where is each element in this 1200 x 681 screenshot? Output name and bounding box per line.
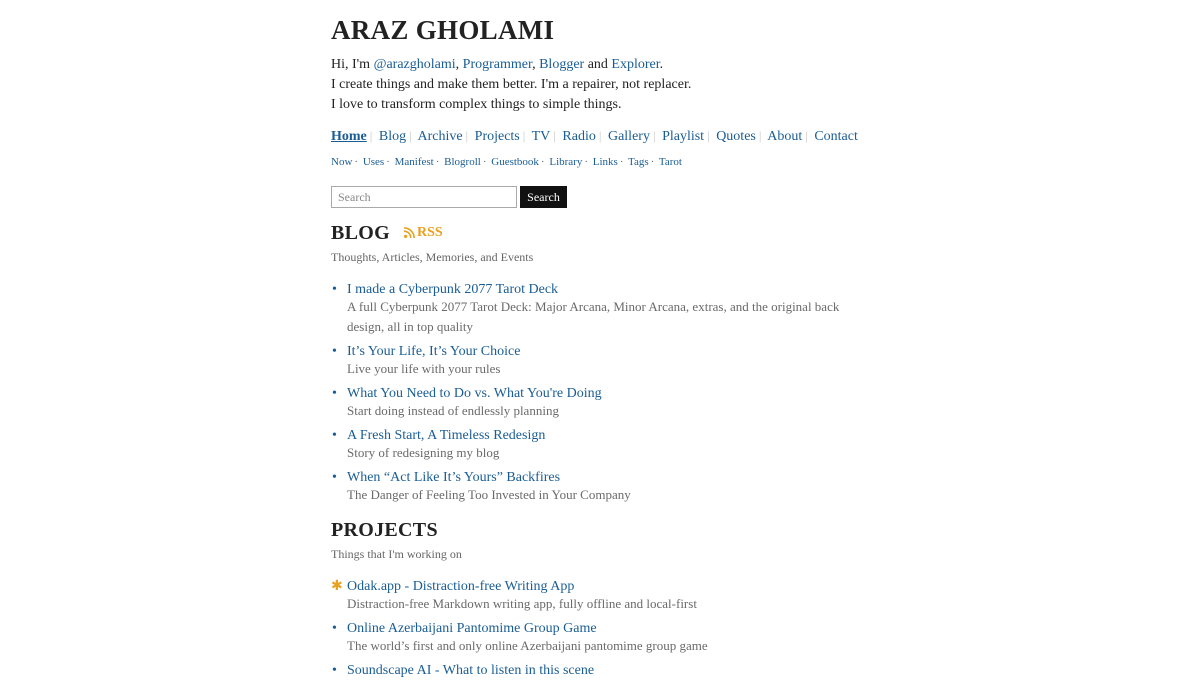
post-description: A full Cyberpunk 2077 Tarot Deck: Major Arcana, Minor Arcana, extras, and the original back design, all in top quality [347, 299, 840, 334]
bullet-icon: • [332, 470, 337, 485]
nav-separator: | [652, 128, 656, 143]
nav-contact[interactable]: Contact [814, 129, 858, 144]
nav-archive[interactable]: Archive [417, 129, 463, 144]
rss-icon [404, 227, 415, 238]
subnav-blogroll[interactable]: Blogroll [444, 156, 481, 168]
search-input[interactable] [331, 186, 517, 208]
subnav-dot: · [435, 156, 440, 168]
project-title-link[interactable]: Odak.app - Distraction-free Writing App [347, 579, 575, 594]
nav-separator: | [598, 128, 602, 143]
subnav-dot: · [540, 156, 545, 168]
intro-line-3: I love to transform complex things to simple things. [331, 97, 622, 112]
bullet-icon: • [332, 621, 337, 636]
bullet-icon: • [332, 428, 337, 443]
intro-comma: , [532, 57, 540, 72]
main-nav [331, 128, 858, 145]
subnav-guestbook[interactable]: Guestbook [491, 156, 539, 168]
nav-playlist[interactable]: Playlist [662, 129, 705, 144]
nav-separator: | [369, 128, 373, 143]
search-button[interactable]: Search [520, 186, 567, 208]
projects-subtitle: Things that I'm working on [331, 547, 462, 561]
project-description: Distraction-free Markdown writing app, fully offline and local-first [347, 596, 697, 611]
subnav-dot: · [354, 156, 359, 168]
nav-blog[interactable]: Blog [378, 129, 407, 144]
blog-heading-row [331, 222, 443, 245]
nav-separator: | [553, 128, 556, 143]
bullet-icon: • [332, 344, 337, 359]
projects-heading-row [331, 519, 438, 542]
projects-heading: PROJECTS [331, 519, 438, 541]
subnav-dot: · [482, 156, 487, 168]
post-title-link[interactable]: When “Act Like It’s Yours” Backfires [347, 470, 561, 485]
nav-separator: | [805, 128, 808, 143]
nav-separator: | [465, 128, 469, 143]
search-form [331, 186, 567, 208]
post-title-link[interactable]: I made a Cyberpunk 2077 Tarot Deck [347, 282, 559, 297]
post-title-link[interactable]: It’s Your Life, It’s Your Choice [347, 344, 521, 359]
intro-period: . [659, 57, 664, 72]
nav-tv[interactable]: TV [531, 129, 551, 144]
explorer-link[interactable]: Explorer [611, 57, 660, 72]
programmer-link[interactable]: Programmer [462, 57, 533, 72]
intro-comma: , [455, 57, 463, 72]
blogger-link[interactable]: Blogger [539, 57, 585, 72]
nav-separator: | [758, 128, 762, 143]
bullet-icon: • [332, 386, 337, 401]
rss-link[interactable] [404, 225, 443, 241]
intro-and-text: and [584, 57, 612, 72]
handle-link[interactable]: @arazgholami [373, 57, 456, 72]
bullet-icon: • [332, 282, 337, 297]
project-title-link[interactable]: Soundscape AI - What to listen in this scene [347, 663, 595, 678]
nav-separator: | [522, 128, 526, 143]
subnav-library[interactable]: Library [549, 156, 583, 168]
intro-line-1 [331, 55, 691, 75]
project-title-link[interactable]: Online Azerbaijani Pantomime Group Game [347, 621, 597, 636]
post-description: Live your life with your rules [347, 361, 501, 376]
intro-hi-text: Hi, I'm [331, 57, 374, 72]
post-description: Start doing instead of endlessly planning [347, 403, 559, 418]
subnav-tags[interactable]: Tags [628, 156, 649, 168]
post-description: Story of redesigning my blog [347, 445, 500, 460]
site-title[interactable]: ARAZ GHOLAMI [331, 15, 555, 45]
subnav-links[interactable]: Links [592, 156, 618, 168]
blog-subtitle: Thoughts, Articles, Memories, and Events [331, 250, 534, 264]
blog-heading: BLOG [331, 222, 390, 244]
project-description: The world’s first and only online Azerbaijani pantomime group game [347, 638, 708, 653]
nav-quotes[interactable]: Quotes [716, 129, 756, 144]
asterisk-star-icon: ✱ [331, 579, 343, 594]
subnav-dot: · [386, 156, 390, 168]
post-title-link[interactable]: What You Need to Do vs. What You're Doing [347, 386, 602, 401]
nav-home[interactable]: Home [331, 129, 367, 144]
nav-separator: | [707, 128, 710, 143]
nav-projects[interactable]: Projects [474, 129, 520, 144]
nav-radio[interactable]: Radio [562, 129, 596, 144]
post-title-link[interactable]: A Fresh Start, A Timeless Redesign [347, 428, 546, 443]
nav-about[interactable]: About [767, 129, 803, 144]
subnav-dot: · [619, 156, 624, 168]
subnav-now[interactable]: Now [331, 156, 353, 168]
bullet-icon: • [332, 663, 337, 678]
intro [331, 55, 691, 115]
subnav-dot: · [584, 156, 588, 168]
nav-gallery[interactable]: Gallery [607, 129, 650, 144]
intro-line-2: I create things and make them better. I'm a repairer, not replacer. [331, 77, 692, 92]
subnav-dot: · [650, 156, 655, 168]
secondary-nav [331, 156, 682, 168]
subnav-tarot[interactable]: Tarot [658, 156, 682, 168]
nav-separator: | [409, 128, 412, 143]
subnav-uses[interactable]: Uses [362, 156, 385, 168]
post-description: The Danger of Feeling Too Invested in Your Company [347, 487, 631, 502]
subnav-manifest[interactable]: Manifest [394, 156, 434, 168]
rss-label: RSS [417, 224, 443, 240]
